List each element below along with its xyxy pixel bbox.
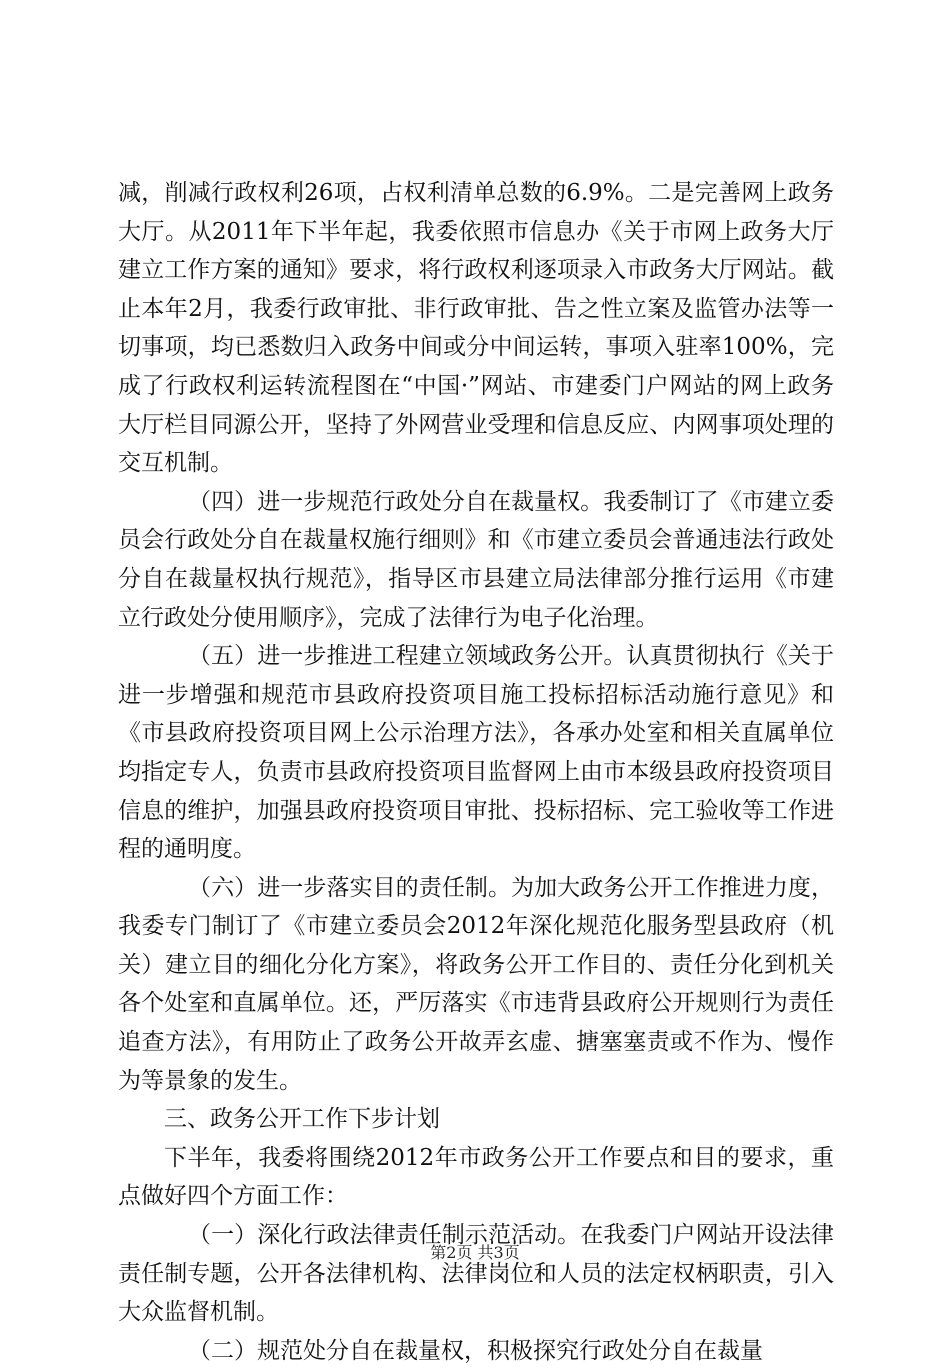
paragraph-intro-plan: 下半年，我委将围绕2012年市政务公开工作要点和目的要求，重点做好四个方面工作： [118,1144,834,1210]
page-footer: 第2页 共3页 [430,1243,520,1262]
paragraph-section-4: （四）进一步规范行政处分自在裁量权。我委制订了《市建立委员会行政处分自在裁量权施行细则》和《市建立委员会普通违法行政处分自在裁量权执行规范》，指导区市县建立局法律部分推行运用《市建立行政处分使用顺序》，完成了法律行为电子化治理。 [118,488,834,631]
paragraph-section-5: （五）进一步推进工程建立领域政务公开。认真贯彻执行《关于进一步增强和规范市县政府投资项目施工投标招标活动施行意见》和《市县政府投资项目网上公示治理方法》，各承办处室和相关直属单位均指定专人，负责市县政府投资项目监督网上由市本级县政府投资项目信息的维护，加强县政府投资项目审批、投标招标、完工验收等工作进程的通明度。 [118,643,834,863]
section-heading-next-plan: 三、政务公开工作下步计划 [164,1106,440,1133]
paragraph-section-6: （六）进一步落实目的责任制。为加大政务公开工作推进力度，我委专门制订了《市建立委员会2012年深化规范化服务型县政府（机关）建立目的细化分化方案》，将政务公开工作目的、责任分化到机关各个处室和直属单位。还，严厉落实《市违背县政府公开规则行为责任追查方法》，有用防止了政务公开故弄玄虚、搪塞塞责或不作为、慢作为等景象的发生。 [118,874,834,1094]
paragraph-continuation: 减，削减行政权利26项，占权利清单总数的6.9%。二是完善网上政务大厅。从2011年下半年起，我委依照市信息办《关于市网上政务大厅建立工作方案的通知》要求，将行政权利逐项录入市政务大厅网站。截止本年2月，我委行政审批、非行政审批、告之性立案及监管办法等一切事项，均已悉数归入政务中间或分中间运转，事项入驻率100%，完成了行政权利运转流程图在“中国·”网站、市建委门户网站的网上政务大厅栏目同源公开，坚持了外网营业受理和信息反应、内网事项处理的交互机制。 [118,180,834,477]
paragraph-plan-2: （二）规范处分自在裁量权，积极探究行政处分自在裁量 [188,1337,763,1364]
paragraph-plan-1: （一）深化行政法律责任制示范活动。在我委门户网站开设法律责任制专题，公开各法律机构、法律岗位和人员的法定权柄职责，引入大众监督机制。 [118,1222,834,1326]
document-body [118,174,834,1370]
